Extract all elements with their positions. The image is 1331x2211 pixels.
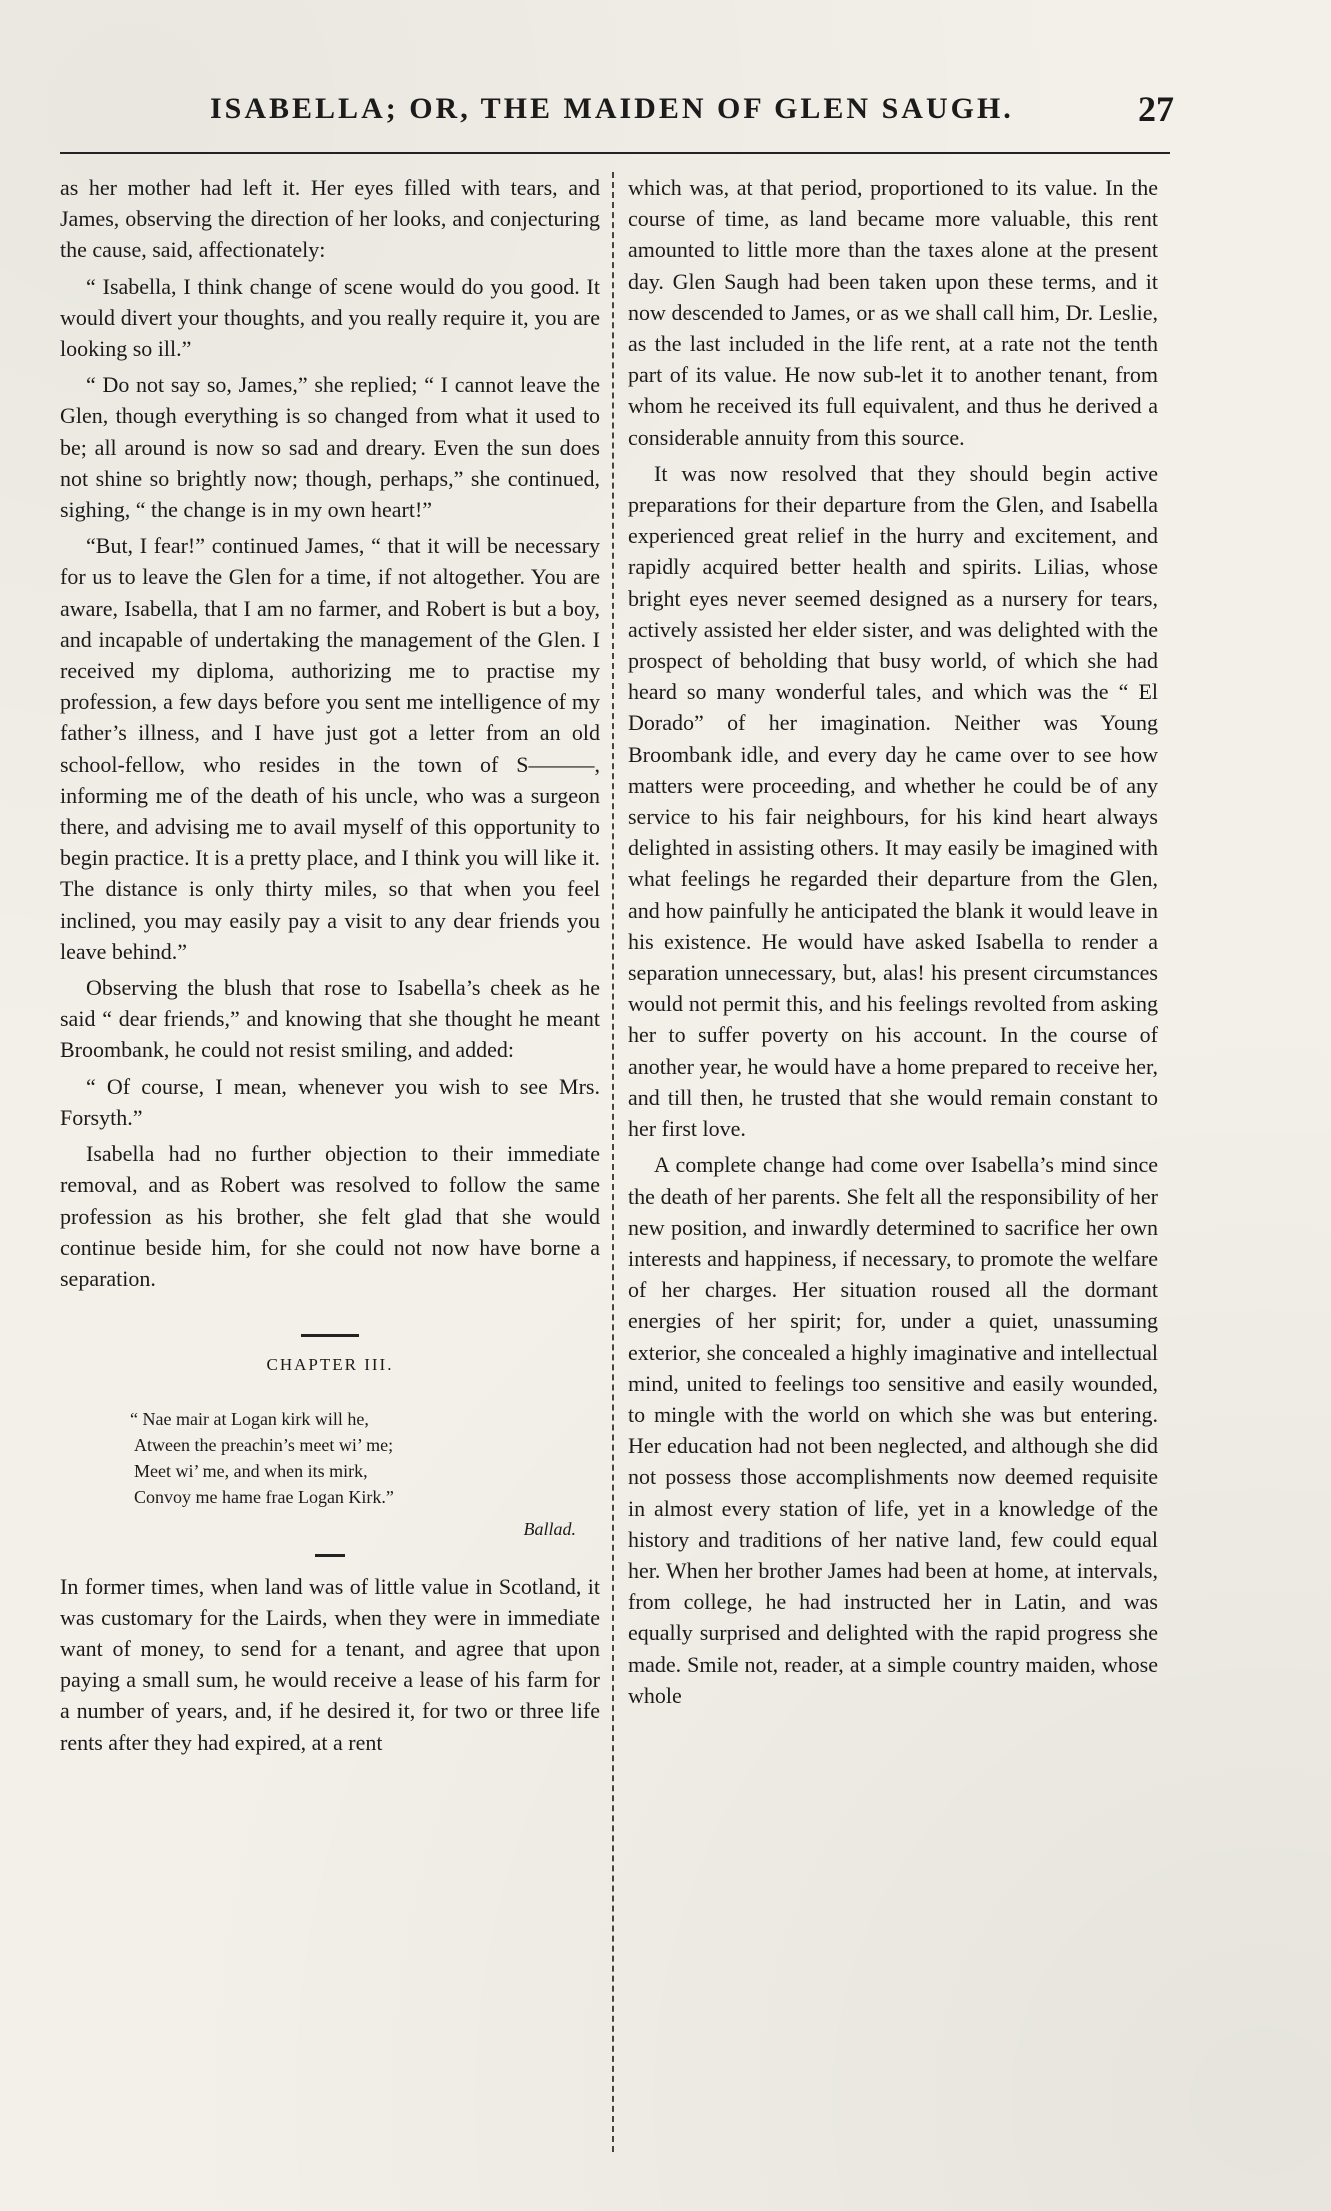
epigraph-line: Meet wi’ me, and when its mirk, (134, 1461, 368, 1482)
paragraph: “But, I fear!” continued James, “ that it will be necessary for us to leave the Glen for a time, if not altogether. You are aware, Isabella, that I am no farmer, and Robert is but a boy, and incapable of undertaking the management of the Glen. I received my diploma, authorizing me to practise my profession, a few days before you sent me intelligence of my father’s illness, and I have just got a letter from an old school-fellow, who resides in the town of S———, informing me of the death of his uncle, who was a surgeon there, and advising me to avail myself of this opportunity to begin practice. It is a pretty place, and I think you will like it. The distance is only thirty miles, so that when you feel inclined, you may easily pay a visit to any dear friends you leave behind.” (60, 533, 600, 964)
running-title: ISABELLA; OR, THE MAIDEN OF GLEN SAUGH. (210, 92, 1014, 125)
column-divider (612, 172, 614, 2152)
page-header (60, 89, 1174, 142)
epigraph-line: Atween the preachin’s meet wi’ me; (134, 1435, 394, 1456)
chapter-divider (315, 1554, 345, 1557)
chapter-divider (301, 1334, 359, 1337)
paragraph: Observing the blush that rose to Isabella’s cheek as he said “ dear friends,” and knowing that she thought he meant Broombank, he could not resist smiling, and added: (60, 975, 600, 1063)
right-column (628, 172, 1158, 1716)
epigraph-attribution: Ballad. (523, 1519, 576, 1540)
chapter-heading: CHAPTER III. (266, 1355, 394, 1375)
paragraph: as her mother had left it. Her eyes filled with tears, and James, observing the direction of her looks, and conjecturing the cause, said, affectionately: (60, 175, 600, 263)
paragraph: It was now resolved that they should begin active preparations for their departure from the Glen, and Isabella experienced great relief in the hurry and excitement, and rapidly acquired better health and spirits. Lilias, whose bright eyes never seemed designed as a nursery for tears, actively assisted her elder sister, and was delighted with the prospect of beholding that busy world, of which she had heard so many wonderful tales, and which was the “ El Dorado” of her imagination. Neither was Young Broombank idle, and every day he came over to see how matters were proceeding, and whether he could be of any service to his fair neighbours, for his kind heart always delighted in assisting others. It may easily be imagined with what feelings he regarded their departure from the Glen, and how painfully he anticipated the blank it would leave in his existence. He would have asked Isabella to render a separation unnecessary, but, alas! his present circumstances would not permit this, and his feelings revolted from asking her to suffer poverty on his account. In the course of another year, he would have a home prepared to receive her, and till then, he trusted that she would remain constant to her first love. (628, 460, 1158, 1142)
paragraph: “ Do not say so, James,” she replied; “ I cannot leave the Glen, though everything is so changed from what it used to be; all around is now so sad and dreary. Even the sun does not shine so brightly now; though, perhaps,” she continued, sighing, “ the change is in my own heart!” (60, 372, 600, 523)
paragraph: In former times, when land was of little value in Scotland, it was customary for the Lairds, when they were in immediate want of money, to send for a tenant, and agree that upon paying a small sum, he would receive a lease of his farm for a number of years, and, if he desired it, for two or three life rents after they had expired, at a rent (60, 1573, 600, 1755)
page-number: 27 (1138, 89, 1174, 129)
paragraph: “ Of course, I mean, whenever you wish to see Mrs. Forsyth.” (60, 1073, 600, 1130)
paragraph: A complete change had come over Isabella’s mind since the death of her parents. She felt all the responsibility of her new position, and inwardly determined to sacrifice her own interests and happiness, if necessary, to promote the welfare of her charges. Her situation roused all the dormant energies of her spirit; for, under a quiet, unassuming exterior, she concealed a highly imaginative and intellectual mind, united to feelings too sensitive and easily wounded, to mingle with the world on which she was but entering. Her education had not been neglected, and although she did not possess those accomplishments now deemed requisite in almost every station of life, yet in a knowledge of the history and traditions of her native land, few could equal her. When her brother James had been at home, at intervals, from college, he had instructed her in Latin, and was equally surprised and delighted with the rapid progress she made. Smile not, reader, at a simple country maiden, whose whole (628, 1152, 1158, 1708)
chapter-block (60, 1334, 600, 1556)
left-column (60, 172, 600, 1763)
header-rule (60, 152, 1170, 154)
paragraph: which was, at that period, proportioned to its value. In the course of time, as land became more valuable, this rent amounted to little more than the taxes alone at the present day. Glen Saugh had been taken upon these terms, and it now descended to James, or as we shall call him, Dr. Leslie, as the last included in the life rent, at a rate not the tenth part of its value. He now sub-let it to another tenant, from whom he received its full equivalent, and thus he derived a considerable annuity from this source. (628, 175, 1158, 450)
paragraph: “ Isabella, I think change of scene would do you good. It would divert your thoughts, and you really require it, you are looking so ill.” (60, 273, 600, 362)
epigraph-line: “ Nae mair at Logan kirk will he, (130, 1409, 369, 1430)
epigraph (130, 1406, 600, 1510)
paragraph: Isabella had no further objection to their immediate removal, and as Robert was resolved to follow the same profession as his brother, she felt glad that she would continue beside him, for she could not now have borne a separation. (60, 1141, 600, 1291)
epigraph-line: Convoy me hame frae Logan Kirk.” (134, 1487, 394, 1508)
